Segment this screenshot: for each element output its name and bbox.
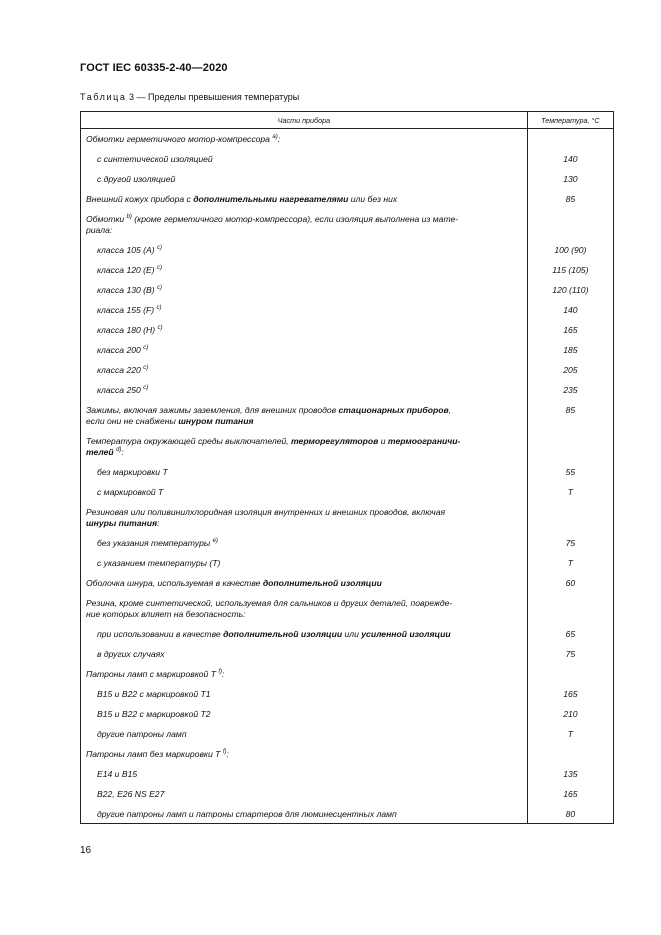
row-value [527,507,613,538]
row-label: с синтетической изоляцией [81,154,528,174]
row-label: класса 250 $^{c)}$ [81,385,528,405]
row-value: 235 [527,385,613,405]
row-value: T [527,487,613,507]
row-label: с другой изоляцией [81,174,528,194]
row-value: 120 (110) [527,285,613,305]
column-header-temperature: Температура, °С [527,112,613,129]
row-value [527,214,613,245]
table-row [81,669,614,689]
table-row [81,365,614,385]
row-value: 100 (90) [527,245,613,265]
row-value: T [527,729,613,749]
table-row [81,129,614,155]
row-value: 165 [527,789,613,809]
row-label: Внешний кожух прибора с дополнительными нагревателями или без них [81,194,528,214]
row-label: Патроны ламп без маркировки T $^{f)}$: [81,749,528,769]
row-label: в других случаях [81,649,528,669]
row-label: без указания температуры $^{e)}$ [81,538,528,558]
row-value: 75 [527,649,613,669]
row-value: 140 [527,154,613,174]
row-label: Обмотки герметичного мотор-компрессора $^{a)}$: [81,129,528,155]
caption-number: 3 [129,92,135,102]
row-value: 85 [527,194,613,214]
table-row [81,194,614,214]
row-value: 55 [527,467,613,487]
row-label: B15 и B22 с маркировкой T2 [81,709,528,729]
row-label: Температура окружающей среды выключателей, терморегуляторов и термоограничи- телей $^{d)}$: [81,436,528,467]
table-row [81,154,614,174]
table-row [81,649,614,669]
row-value: 75 [527,538,613,558]
table-row [81,405,614,436]
row-label: Резина, кроме синтетической, используемая для сальников и других деталей, поврежде- ние которых влияет на безопасность: [81,598,528,629]
row-label: класса 130 (B) $^{c)}$ [81,285,528,305]
row-label: Резиновая или поливинилхлоридная изоляция внутренних и внешних проводов, включая шнуры питания: [81,507,528,538]
row-value [527,669,613,689]
row-label: без маркировки T [81,467,528,487]
row-value: T [527,558,613,578]
row-label: Патроны ламп с маркировкой T $^{f)}$: [81,669,528,689]
row-value: 205 [527,365,613,385]
row-value: 115 (105) [527,265,613,285]
row-label: Зажимы, включая зажимы заземления, для внешних проводов стационарных приборов, если они не снабжены шнуром питания [81,405,528,436]
temperature-limits-table [80,111,614,824]
table-row [81,385,614,405]
row-label: B15 и B22 с маркировкой T1 [81,689,528,709]
table-row [81,629,614,649]
row-value: 165 [527,689,613,709]
table-row [81,245,614,265]
row-label: класса 220 $^{c)}$ [81,365,528,385]
table-row [81,598,614,629]
table-row [81,325,614,345]
table-row [81,345,614,365]
table-row [81,174,614,194]
row-value [527,436,613,467]
row-label: при использовании в качестве дополнительной изоляции или усиленной изоляции [81,629,528,649]
table-row [81,487,614,507]
row-value: 80 [527,809,613,824]
table-row [81,436,614,467]
row-label: другие патроны ламп и патроны стартеров для люминесцентных ламп [81,809,528,824]
page-number: 16 [80,845,92,856]
table-row [81,749,614,769]
table-caption [80,92,299,102]
standard-code: ГОСТ IEC 60335-2-40—2020 [80,62,228,74]
row-value: 140 [527,305,613,325]
row-value: 135 [527,769,613,789]
row-label: с указанием температуры (T) [81,558,528,578]
row-label: Оболочка шнура, используемая в качестве дополнительной изоляции [81,578,528,598]
table-row [81,689,614,709]
row-label: другие патроны ламп [81,729,528,749]
table-row [81,558,614,578]
row-label: класса 120 (E) $^{c)}$ [81,265,528,285]
row-value: 85 [527,405,613,436]
table-row [81,265,614,285]
table-row [81,214,614,245]
row-label: B22, E26 NS E27 [81,789,528,809]
row-value: 60 [527,578,613,598]
row-value: 65 [527,629,613,649]
table-row [81,709,614,729]
row-label: с маркировкой T [81,487,528,507]
row-label: E14 и B15 [81,769,528,789]
table-row [81,507,614,538]
caption-title: — Пределы превышения температуры [136,92,300,102]
row-label: Обмотки $^{b)}$ (кроме герметичного мотор-компрессора), если изоляция выполнена из мате- риала: [81,214,528,245]
row-value: 165 [527,325,613,345]
table-row [81,305,614,325]
table-row [81,538,614,558]
row-value: 210 [527,709,613,729]
row-value: 185 [527,345,613,365]
caption-prefix: Таблица [80,92,127,102]
table-row [81,769,614,789]
column-header-parts: Части прибора [81,112,528,129]
table-row [81,578,614,598]
table-row [81,809,614,824]
table-row [81,729,614,749]
table-header-row [81,112,614,129]
row-label: класса 155 (F) $^{c)}$ [81,305,528,325]
row-value: 130 [527,174,613,194]
table-row [81,285,614,305]
row-label: класса 180 (H) $^{c)}$ [81,325,528,345]
table-row [81,789,614,809]
row-label: класса 200 $^{c)}$ [81,345,528,365]
row-value [527,598,613,629]
row-label: класса 105 (A) $^{c)}$ [81,245,528,265]
row-value [527,749,613,769]
table-row [81,467,614,487]
row-value [527,129,613,155]
